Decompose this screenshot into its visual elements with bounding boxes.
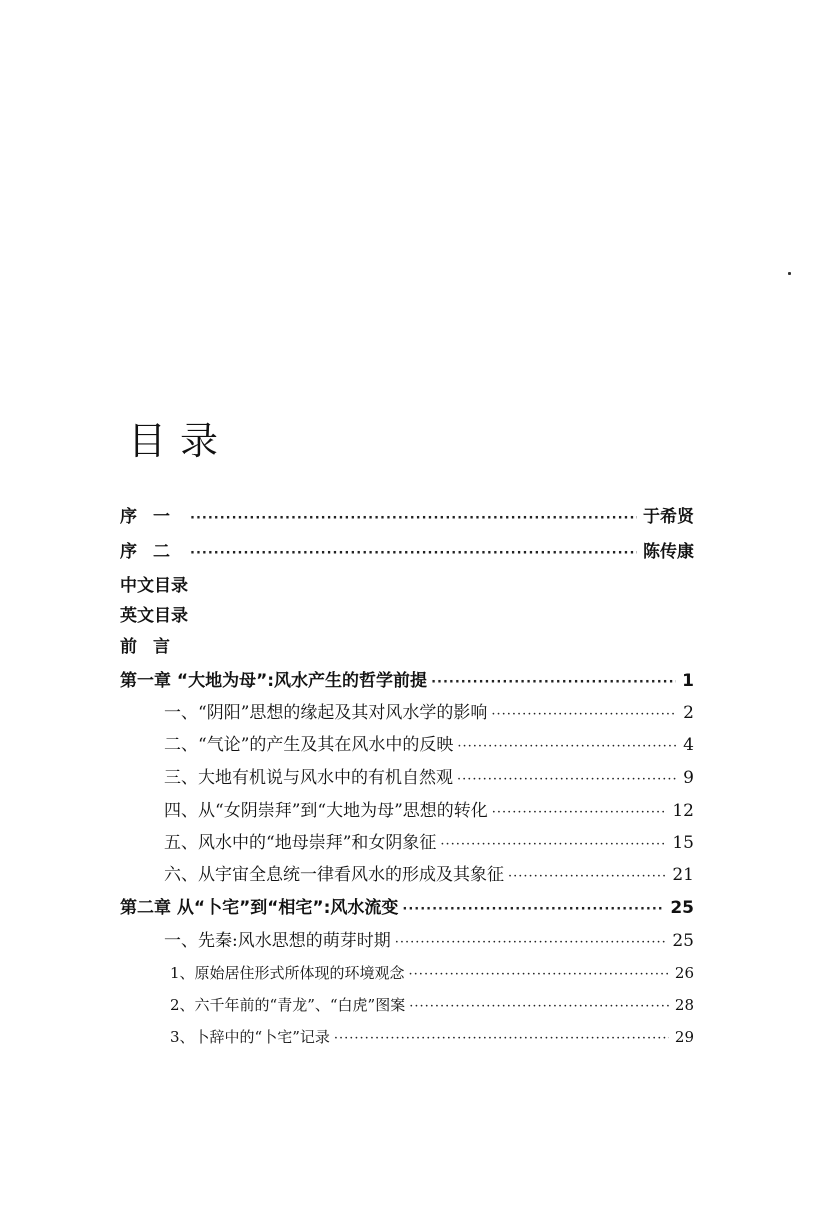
toc-entry bbox=[170, 959, 694, 987]
toc-entry-page: 25 bbox=[672, 931, 694, 951]
toc-entry-label: 二、“气论”的产生及其在风水中的反映 bbox=[164, 735, 454, 755]
toc-entry-label: 1、原始居住形式所体现的环境观念 bbox=[170, 964, 405, 982]
toc-entry bbox=[164, 731, 694, 759]
toc-entry-label: 五、风水中的“地母崇拜”和女阴象征 bbox=[164, 833, 437, 853]
toc-entry bbox=[170, 1023, 694, 1051]
toc-entry-chapter bbox=[120, 667, 694, 695]
toc-entry-author: 于希贤 bbox=[643, 507, 694, 527]
toc-entry-label: 三、大地有机说与风水中的有机自然观 bbox=[164, 768, 453, 788]
toc-entry-label: 3、卜辞中的“卜宅”记录 bbox=[170, 1028, 330, 1046]
dot-leader bbox=[409, 961, 669, 989]
dot-leader bbox=[491, 701, 677, 729]
toc-entry bbox=[164, 764, 694, 792]
toc-entry-page: 4 bbox=[683, 735, 694, 755]
toc-entry-label: 英文目录 bbox=[120, 606, 188, 626]
toc-entry bbox=[164, 861, 694, 889]
toc-entry bbox=[164, 829, 694, 857]
toc-entry bbox=[120, 602, 188, 630]
dot-leader bbox=[457, 733, 677, 761]
toc-entry bbox=[120, 503, 694, 531]
dot-leader bbox=[440, 831, 666, 859]
toc-entry bbox=[170, 991, 694, 1019]
dot-leader bbox=[409, 993, 669, 1021]
toc-entry-label: 前言 bbox=[120, 637, 186, 657]
toc-entry-page: 28 bbox=[674, 996, 694, 1014]
dot-leader bbox=[190, 540, 637, 568]
dot-leader bbox=[431, 669, 676, 697]
toc-entry bbox=[120, 572, 188, 600]
toc-entry-label: 第一章 “大地为母”:风水产生的哲学前提 bbox=[120, 671, 428, 691]
toc-entry-page: 9 bbox=[683, 768, 694, 788]
toc-entry-label: 六、从宇宙全息统一律看风水的形成及其象征 bbox=[164, 865, 504, 885]
toc-entry-chapter bbox=[120, 894, 694, 922]
toc-entry-label: 四、从“女阴崇拜”到“大地为母”思想的转化 bbox=[164, 801, 488, 821]
toc-entry-page: 1 bbox=[682, 671, 694, 691]
toc-entry-label: 序二 bbox=[120, 542, 186, 562]
dot-leader bbox=[402, 896, 664, 924]
toc-entry-page: 12 bbox=[672, 801, 694, 821]
toc-entry-page: 21 bbox=[672, 865, 694, 885]
toc-entry bbox=[120, 633, 186, 661]
page-title: 目录 bbox=[128, 419, 233, 463]
dot-leader bbox=[395, 929, 667, 957]
toc-entry-label: 中文目录 bbox=[120, 576, 188, 596]
toc-entry-page: 15 bbox=[672, 833, 694, 853]
dot-leader bbox=[334, 1025, 669, 1053]
toc-entry-label: 第二章 从“卜宅”到“相宅”:风水流变 bbox=[120, 898, 399, 918]
dot-leader bbox=[508, 863, 666, 891]
dot-leader bbox=[492, 799, 667, 827]
toc-entry bbox=[120, 538, 694, 566]
toc-entry bbox=[164, 927, 694, 955]
toc-entry-page: 26 bbox=[674, 964, 694, 982]
toc-entry-page: 25 bbox=[670, 898, 694, 918]
dot-leader bbox=[457, 766, 677, 794]
toc-entry-label: 2、六千年前的“青龙”、“白虎”图案 bbox=[170, 996, 406, 1014]
scan-speck bbox=[788, 272, 791, 275]
toc-entry-author: 陈传康 bbox=[643, 542, 694, 562]
dot-leader bbox=[190, 505, 637, 533]
toc-entry-label: 序一 bbox=[120, 507, 186, 527]
toc-entry bbox=[164, 699, 694, 727]
toc-entry-label: 一、先秦:风水思想的萌芽时期 bbox=[164, 931, 391, 951]
toc-entry bbox=[164, 797, 694, 825]
toc-entry-page: 29 bbox=[674, 1028, 694, 1046]
toc-entry-page: 2 bbox=[683, 703, 694, 723]
toc-entry-label: 一、“阴阳”思想的缘起及其对风水学的影响 bbox=[164, 703, 488, 723]
